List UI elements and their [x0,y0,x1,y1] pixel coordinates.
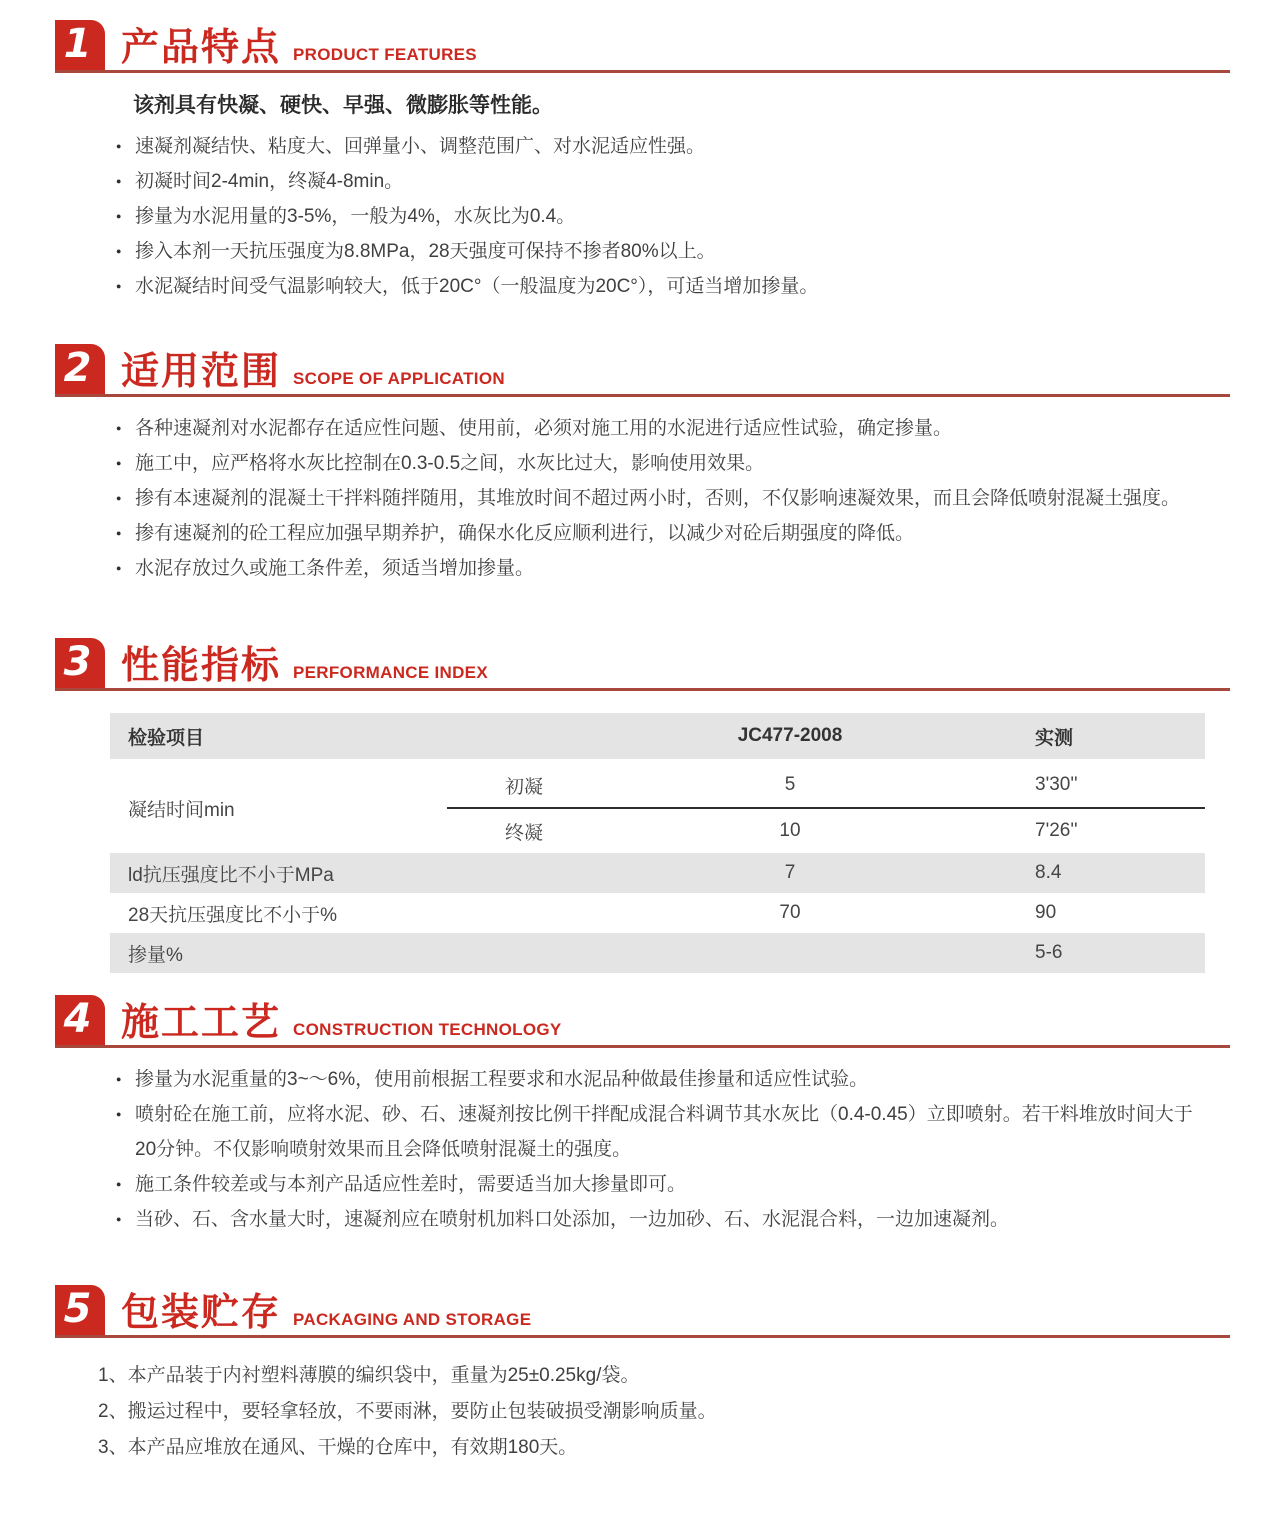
section-subtitle: PRODUCT FEATURES [293,45,477,64]
cell-sub: 终凝 [505,822,544,844]
section-title: 施工工艺 [121,1002,282,1044]
cell-measured: 90 [1035,902,1057,923]
cell-measured: 8.4 [1035,862,1062,883]
cell-label: 28天抗压强度比不小于% [128,904,338,926]
bullet-item: ● 掺入本剂一天抗压强度为8.8MPa，28天强度可保持不掺者80%以上。 [115,234,1210,269]
bullet-list [0,129,1280,304]
bullet-list [0,411,1280,586]
section-subtitle: CONSTRUCTION TECHNOLOGY [293,1020,562,1039]
section-number-badge: 2 [55,344,105,394]
table-row [110,933,1205,973]
cell-standard: 10 [779,820,801,841]
bullet-item: ● 掺量为水泥重量的3~～6%，使用前根据工程要求和水泥品种做最佳掺量和适应性试验。 [115,1062,1210,1097]
setting-time-block [110,763,1205,853]
bullet-item: ● 施工中，应严格将水灰比控制在0.3-0.5之间，水灰比过大，影响使用效果。 [115,446,1210,481]
section-title: 适用范围 [121,351,282,393]
bullet-item: ● 水泥凝结时间受气温影响较大，低于20C°（一般温度为20C°），可适当增加掺量。 [115,269,1210,304]
section-subtitle: PACKAGING AND STORAGE [293,1310,532,1329]
numbered-list [98,1358,1210,1466]
section-product-features [0,20,1280,304]
cell-label: ld抗压强度比不小于MPa [128,864,334,886]
cell-sub: 初凝 [505,776,544,798]
column-header-measured: 实测 [1035,727,1074,749]
section-packaging-and-storage [0,1285,1280,1466]
row-label-setting-time: 凝结时间min [128,799,235,821]
cell-standard: 5 [784,774,796,795]
bullet-item: ● 各种速凝剂对水泥都存在适应性问题、使用前，必须对施工用的水泥进行适应性试验，确定掺量。 [115,411,1210,446]
bullet-item: ● 喷射砼在施工前，应将水泥、砂、石、速凝剂按比例干拌配成混合料调节其水灰比（0.4-0.45）立即喷射。若干料堆放时间大于20分钟。不仅影响喷射效果而且会降低喷射混凝土的强度。 [115,1097,1210,1167]
section-subtitle: SCOPE OF APPLICATION [293,369,505,388]
list-item: 2、搬运过程中，要轻拿轻放，不要雨淋，要防止包装破损受潮影响质量。 [98,1401,717,1422]
section-title: 性能指标 [121,645,282,687]
performance-table [110,713,1205,973]
bullet-item: ● 掺量为水泥用量的3-5%，一般为4%，水灰比为0.4。 [115,199,1210,234]
cell-measured: 7'26'' [1035,820,1078,841]
intro-text: 该剂具有快凝、硬快、早强、微膨胀等性能。 [133,94,553,117]
section-3-header [55,638,1230,691]
column-header-item: 检验项目 [128,727,205,749]
bullet-item: ● 当砂、石、含水量大时，速凝剂应在喷射机加料口处添加，一边加砂、石、水泥混合料，一边加速凝剂。 [115,1202,1210,1237]
table-row [480,763,1205,807]
bullet-item: ● 初凝时间2-4min，终凝4-8min。 [115,164,1210,199]
bullet-item: ● 速凝剂凝结快、粘度大、回弹量小、调整范围广、对水泥适应性强。 [115,129,1210,164]
section-scope-of-application [0,344,1280,586]
section-4-header [55,995,1230,1048]
bullet-item: ● 掺有本速凝剂的混凝土干拌料随拌随用，其堆放时间不超过两小时，否则，不仅影响速凝效果，而且会降低喷射混凝土强度。 [115,481,1210,516]
table-row [110,853,1205,893]
section-subtitle: PERFORMANCE INDEX [293,663,488,682]
cell-standard: 70 [779,902,801,923]
cell-measured: 3'30'' [1035,774,1078,795]
section-construction-technology [0,995,1280,1237]
cell-measured: 5-6 [1035,942,1063,963]
section-number-badge: 1 [55,20,105,70]
list-item: 1、本产品装于内衬塑料薄膜的编织袋中，重量为25±0.25kg/袋。 [98,1365,640,1386]
section-5-header [55,1285,1230,1338]
section-number-badge: 3 [55,638,105,688]
cell-standard: 7 [784,862,796,883]
column-header-standard: JC477-2008 [737,725,843,746]
section-2-header [55,344,1230,397]
section-title: 产品特点 [121,27,282,69]
table-row [480,809,1205,853]
bullet-list [0,1062,1280,1237]
section-number-badge: 5 [55,1285,105,1335]
bullet-item: ● 掺有速凝剂的砼工程应加强早期养护，确保水化反应顺利进行，以减少对砼后期强度的降低。 [115,516,1210,551]
bullet-item: ● 施工条件较差或与本剂产品适应性差时，需要适当加大掺量即可。 [115,1167,1210,1202]
bullet-item: ● 水泥存放过久或施工条件差，须适当增加掺量。 [115,551,1210,586]
list-item: 3、本产品应堆放在通风、干燥的仓库中，有效期180天。 [98,1437,578,1458]
section-title: 包装贮存 [121,1292,282,1334]
cell-label: 掺量% [128,944,183,966]
table-row [110,893,1205,933]
table-header-row [110,713,1205,759]
section-performance-index [0,638,1280,973]
section-1-header [55,20,1230,73]
section-number-badge: 4 [55,995,105,1045]
setting-time-subrows [480,763,1205,853]
page [0,20,1280,1534]
